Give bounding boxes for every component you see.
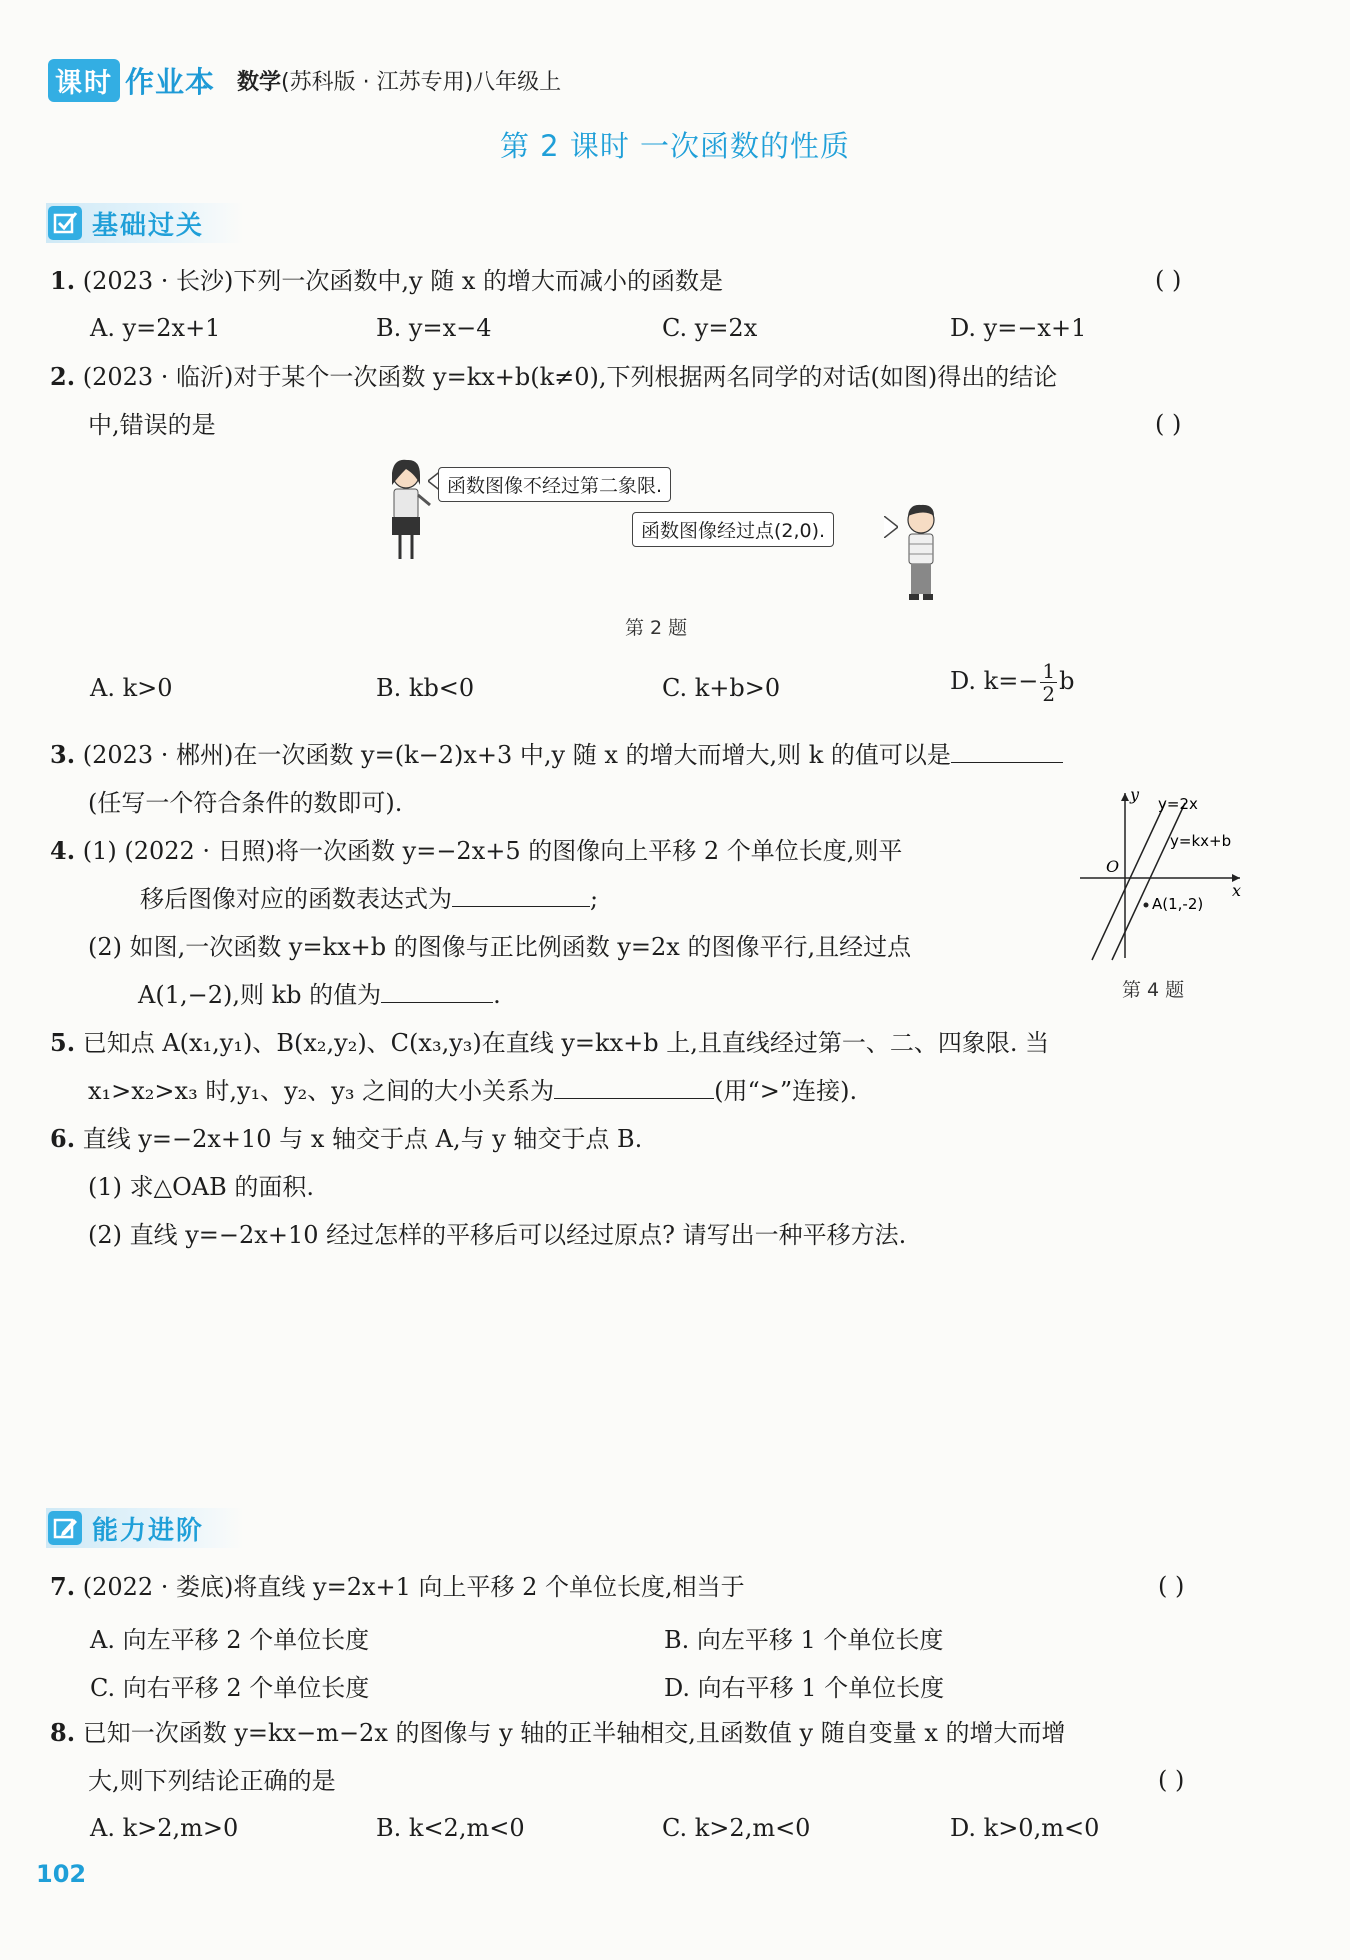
section-basic bbox=[46, 203, 244, 243]
q7-option-b: B. 向左平移 1 个单位长度 bbox=[664, 1626, 944, 1654]
book-subtitle: 数学(苏科版 · 江苏专用)八年级上 bbox=[237, 69, 562, 95]
q2-option-c: C. k+b>0 bbox=[662, 674, 781, 702]
brand-logo-box: 课时 bbox=[48, 59, 120, 102]
q2-option-b: B. kb<0 bbox=[376, 674, 475, 702]
q7-option-d: D. 向右平移 1 个单位长度 bbox=[664, 1674, 945, 1702]
answer-paren-2: ( ) bbox=[1155, 410, 1182, 438]
figure-caption-4: 第 4 题 bbox=[1122, 979, 1185, 1001]
answer-paren-8: ( ) bbox=[1158, 1766, 1185, 1794]
q8-option-b: B. k<2,m<0 bbox=[376, 1814, 525, 1842]
q1-option-b: B. y=x−4 bbox=[376, 314, 492, 342]
question-4-part-1: 4. (1) (2022 · 日照)将一次函数 y=−2x+5 的图像向上平移 2 个单位长度,则平 bbox=[50, 836, 903, 865]
question-8-cont: 大,则下列结论正确的是 bbox=[88, 1767, 336, 1795]
edit-icon bbox=[48, 1511, 82, 1545]
question-8: 8. 已知一次函数 y=kx−m−2x 的图像与 y 轴的正半轴相交,且函数值 y 随自变量 x 的增大而增 bbox=[50, 1718, 1066, 1747]
speech-bubble-girl: 函数图像不经过第二象限. bbox=[438, 467, 671, 502]
question-2: 2. (2023 · 临沂)对于某个一次函数 y=kx+b(k≠0),下列根据两名同学的对话(如图)得出的结论 bbox=[50, 362, 1058, 391]
section-basic-label: 基础过关 bbox=[92, 210, 205, 241]
question-6: 6. 直线 y=−2x+10 与 x 轴交于点 A,与 y 轴交于点 B. bbox=[50, 1124, 643, 1153]
question-3-cont: (任写一个符合条件的数即可). bbox=[88, 789, 403, 817]
question-4-part-1-cont: 移后图像对应的函数表达式为 ; bbox=[140, 882, 598, 916]
q8-option-c: C. k>2,m<0 bbox=[662, 1814, 811, 1842]
question-7: 7. (2022 · 娄底)将直线 y=2x+1 向上平移 2 个单位长度,相当于 bbox=[50, 1572, 745, 1601]
answer-paren-7: ( ) bbox=[1158, 1572, 1185, 1600]
question-1: 1. (2023 · 长沙)下列一次函数中,y 随 x 的增大而减小的函数是 bbox=[50, 266, 724, 295]
point-a-label: A(1,-2) bbox=[1152, 895, 1204, 913]
lesson-title: 第 2 课时 一次函数的性质 bbox=[499, 129, 851, 163]
section-advanced bbox=[46, 1508, 244, 1548]
question-5: 5. 已知点 A(x₁,y₁)、B(x₂,y₂)、C(x₃,y₃)在直线 y=kx+b 上,且直线经过第一、二、四象限. 当 bbox=[50, 1028, 1050, 1057]
q1-option-d: D. y=−x+1 bbox=[950, 314, 1087, 342]
answer-blank-4-1[interactable] bbox=[452, 882, 590, 907]
q1-option-c: C. y=2x bbox=[662, 314, 758, 342]
q1-option-a: A. y=2x+1 bbox=[90, 314, 221, 342]
question-6-part-2: (2) 直线 y=−2x+10 经过怎样的平移后可以经过原点? 请写出一种平移方法. bbox=[88, 1221, 907, 1249]
brand-logo-text: 作业本 bbox=[125, 64, 216, 99]
y-axis-label: y bbox=[1130, 788, 1140, 804]
origin-label: O bbox=[1106, 857, 1120, 876]
line-label-ykxb: y=kx+b bbox=[1170, 832, 1232, 850]
checkbox-icon bbox=[48, 206, 82, 240]
figure-caption-2: 第 2 题 bbox=[625, 617, 688, 639]
answer-blank-3[interactable] bbox=[951, 738, 1063, 763]
boy-illustration bbox=[895, 498, 945, 610]
question-5-cont: x₁>x₂>x₃ 时,y₁、y₂、y₃ 之间的大小关系为 (用“>”连接). bbox=[88, 1074, 857, 1108]
page-number: 102 bbox=[36, 1860, 87, 1888]
q2-option-a: A. k>0 bbox=[90, 674, 173, 702]
x-axis-label: x bbox=[1232, 881, 1242, 900]
line-label-y2x: y=2x bbox=[1158, 795, 1198, 813]
q4-graph bbox=[1070, 788, 1250, 963]
q8-option-a: A. k>2,m>0 bbox=[90, 1814, 239, 1842]
q2-option-d: D. k=− $\frac{1}{2}$ b bbox=[950, 659, 1075, 706]
section-advanced-label: 能力进阶 bbox=[92, 1515, 205, 1546]
question-6-part-1: (1) 求△OAB 的面积. bbox=[88, 1173, 314, 1201]
speech-bubble-boy: 函数图像经过点(2,0). bbox=[632, 512, 834, 547]
question-3: 3. (2023 · 郴州)在一次函数 y=(k−2)x+3 中,y 随 x 的增大而增大,则 k 的值可以是 bbox=[50, 738, 1063, 772]
q7-option-c: C. 向右平移 2 个单位长度 bbox=[90, 1674, 370, 1702]
book-header bbox=[48, 58, 561, 102]
answer-paren-1: ( ) bbox=[1155, 266, 1182, 294]
question-4-part-2: (2) 如图,一次函数 y=kx+b 的图像与正比例函数 y=2x 的图像平行,且经过点 bbox=[88, 933, 912, 961]
q7-option-a: A. 向左平移 2 个单位长度 bbox=[90, 1626, 370, 1654]
question-4-part-2-cont: A(1,−2),则 kb 的值为 . bbox=[138, 978, 501, 1012]
answer-blank-5[interactable] bbox=[554, 1074, 714, 1099]
answer-blank-4-2[interactable] bbox=[381, 978, 493, 1003]
q8-option-d: D. k>0,m<0 bbox=[950, 1814, 1100, 1842]
question-2-cont: 中,错误的是 bbox=[88, 411, 216, 439]
